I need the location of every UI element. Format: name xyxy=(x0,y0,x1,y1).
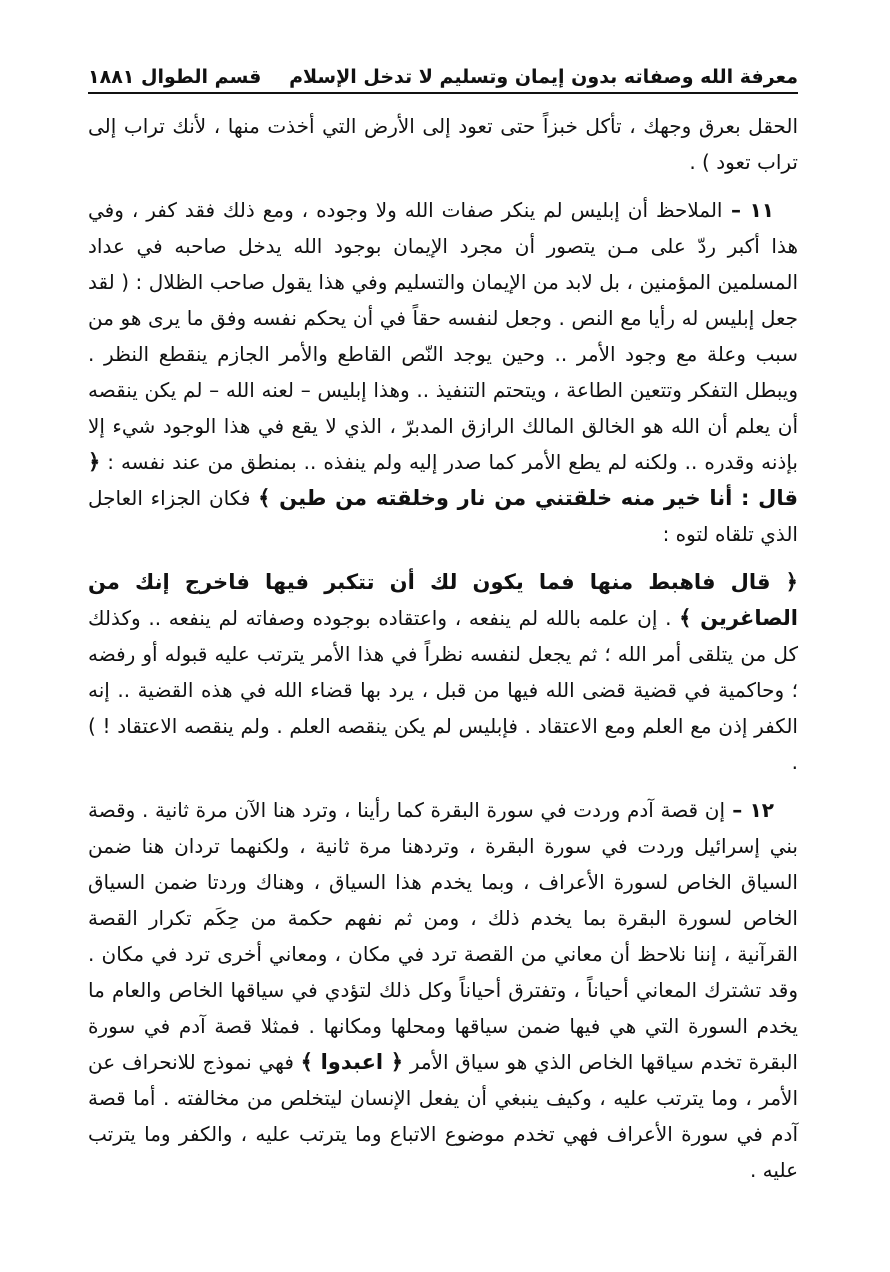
text-segment: الحقل بعرق وجهك ، تأكل خبزاً حتى تعود إلى الأرض التي أخذت منها ، لأنك تراب إلى تراب تعود ) . xyxy=(88,114,798,174)
text-segment: . إن علمه بالله لم ينفعه ، واعتقاده بوجوده وصفاته لم ينفعه .. وكذلك كل من يتلقى أمر الله ؛ ثم يجعل لنفسه نظراً في هذا الأمر يترتب عليه قبوله أو رفضه ؛ وحاكمية في قضية قضى الله فيها من قبل ، يرد بها قضاء الله في هذه القضية .. إنه الكفر إذن مع العلم ومع الاعتقاد . فإبليس لم يكن ينقصه العلم . ولم ينقصه الاعتقاد ! ) . xyxy=(88,606,798,774)
paragraph-number: ١١ – xyxy=(722,198,774,222)
text-segment: الملاحظ أن إبليس لم ينكر صفات الله ولا وجوده ، ومع ذلك فقد كفر ، وفي هذا أكبر ردّ على مـن يتصور أن مجرد الإيمان بوجود الله يدخل صاحبه في عداد المسلمين المؤمنين ، بل لابد من الإيمان والتسليم وفي هذا يقول صاحب الظلال : ( لقد جعل إبليس له رأيا مع النص . وجعل لنفسه حقاً في أن يحكم نفسه وفق ما يرى هو من سبب وعلة مع وجود الأمر .. وحين يوجد النّص القاطع والأمر الجازم ينقطع النظر . ويبطل التفكر وتتعين الطاعة ، ويتحتم التنفيذ .. وهذا إبليس – لعنه الله – لم يكن ينقصه أن يعلم أن الله هو الخالق المالك الرازق المدبرّ ، الذي لا يقع في هذا الوجود شيء إلا بإذنه وقدره .. ولكنه لم يطع الأمر كما صدر إليه ولم ينفذه .. بمنطق من عند نفسه : xyxy=(88,198,798,474)
text-segment: فهي نموذج للانحراف عن الأمر ، وما يترتب عليه ، وكيف ينبغي أن يفعل الإنسان ليتخلص من مخالفته . أما قصة آدم في سورة الأعراف فهي تخدم موضوع الاتباع وما يترتب عليه ، والكفر وما يترتب عليه . xyxy=(88,1050,798,1182)
quran-verse: ﴿ قال فاهبط منها فما يكون لك أن تتكبر فيها فاخرج إنك من الصاغرين ﴾ xyxy=(88,570,798,630)
paragraph-number: ١٢ – xyxy=(725,798,774,822)
section-page-number: قسم الطوال ١٨٨١ xyxy=(88,66,262,88)
page-body xyxy=(88,108,798,1188)
text-segment: فكان الجزاء العاجل الذي تلقاه لتوه : xyxy=(88,486,798,546)
quran-verse: ﴿ اعبدوا ﴾ xyxy=(300,1050,404,1074)
text-segment: إن قصة آدم وردت في سورة البقرة كما رأينا ، وترد هنا الآن مرة ثانية . وقصة بني إسرائيل وردت في سورة البقرة ، وتردهنا مرة ثانية ، ولكنهما تردان هنا ضمن السياق الخاص لسورة الأعراف ، وبما يخدم هذا السياق ، وهناك وردتا ضمن السياق الخاص لسورة البقرة بما يخدم ذلك ، ومن ثم نفهم حكمة من حِكَم تكرار القصة القرآنية ، إننا نلاحظ أن معاني من القصة ترد في مكان ، ومعاني أخرى ترد في مكان . وقد تشترك المعاني أحياناً ، وتفترق أحياناً وكل ذلك لتؤدي في سياقها الخاص والعام ما يخدم السورة التي هي فيها ضمن سياقها ومحلها ومكانها . فمثلا قصة آدم في سورة البقرة تخدم سياقها الخاص الذي هو سياق الأمر xyxy=(88,798,798,1074)
paragraph-12 xyxy=(88,792,798,1188)
quran-verse: ﴿ قال : أنا خير منه خلقتني من نار وخلقته من طين ﴾ xyxy=(88,450,798,510)
paragraph-11-continued xyxy=(88,564,798,780)
running-header xyxy=(88,58,798,94)
paragraph-11 xyxy=(88,192,798,552)
book-title: معرفة الله وصفاته بدون إيمان وتسليم لا تدخل الإسلام xyxy=(289,66,798,88)
paragraph-continuation xyxy=(88,108,798,180)
